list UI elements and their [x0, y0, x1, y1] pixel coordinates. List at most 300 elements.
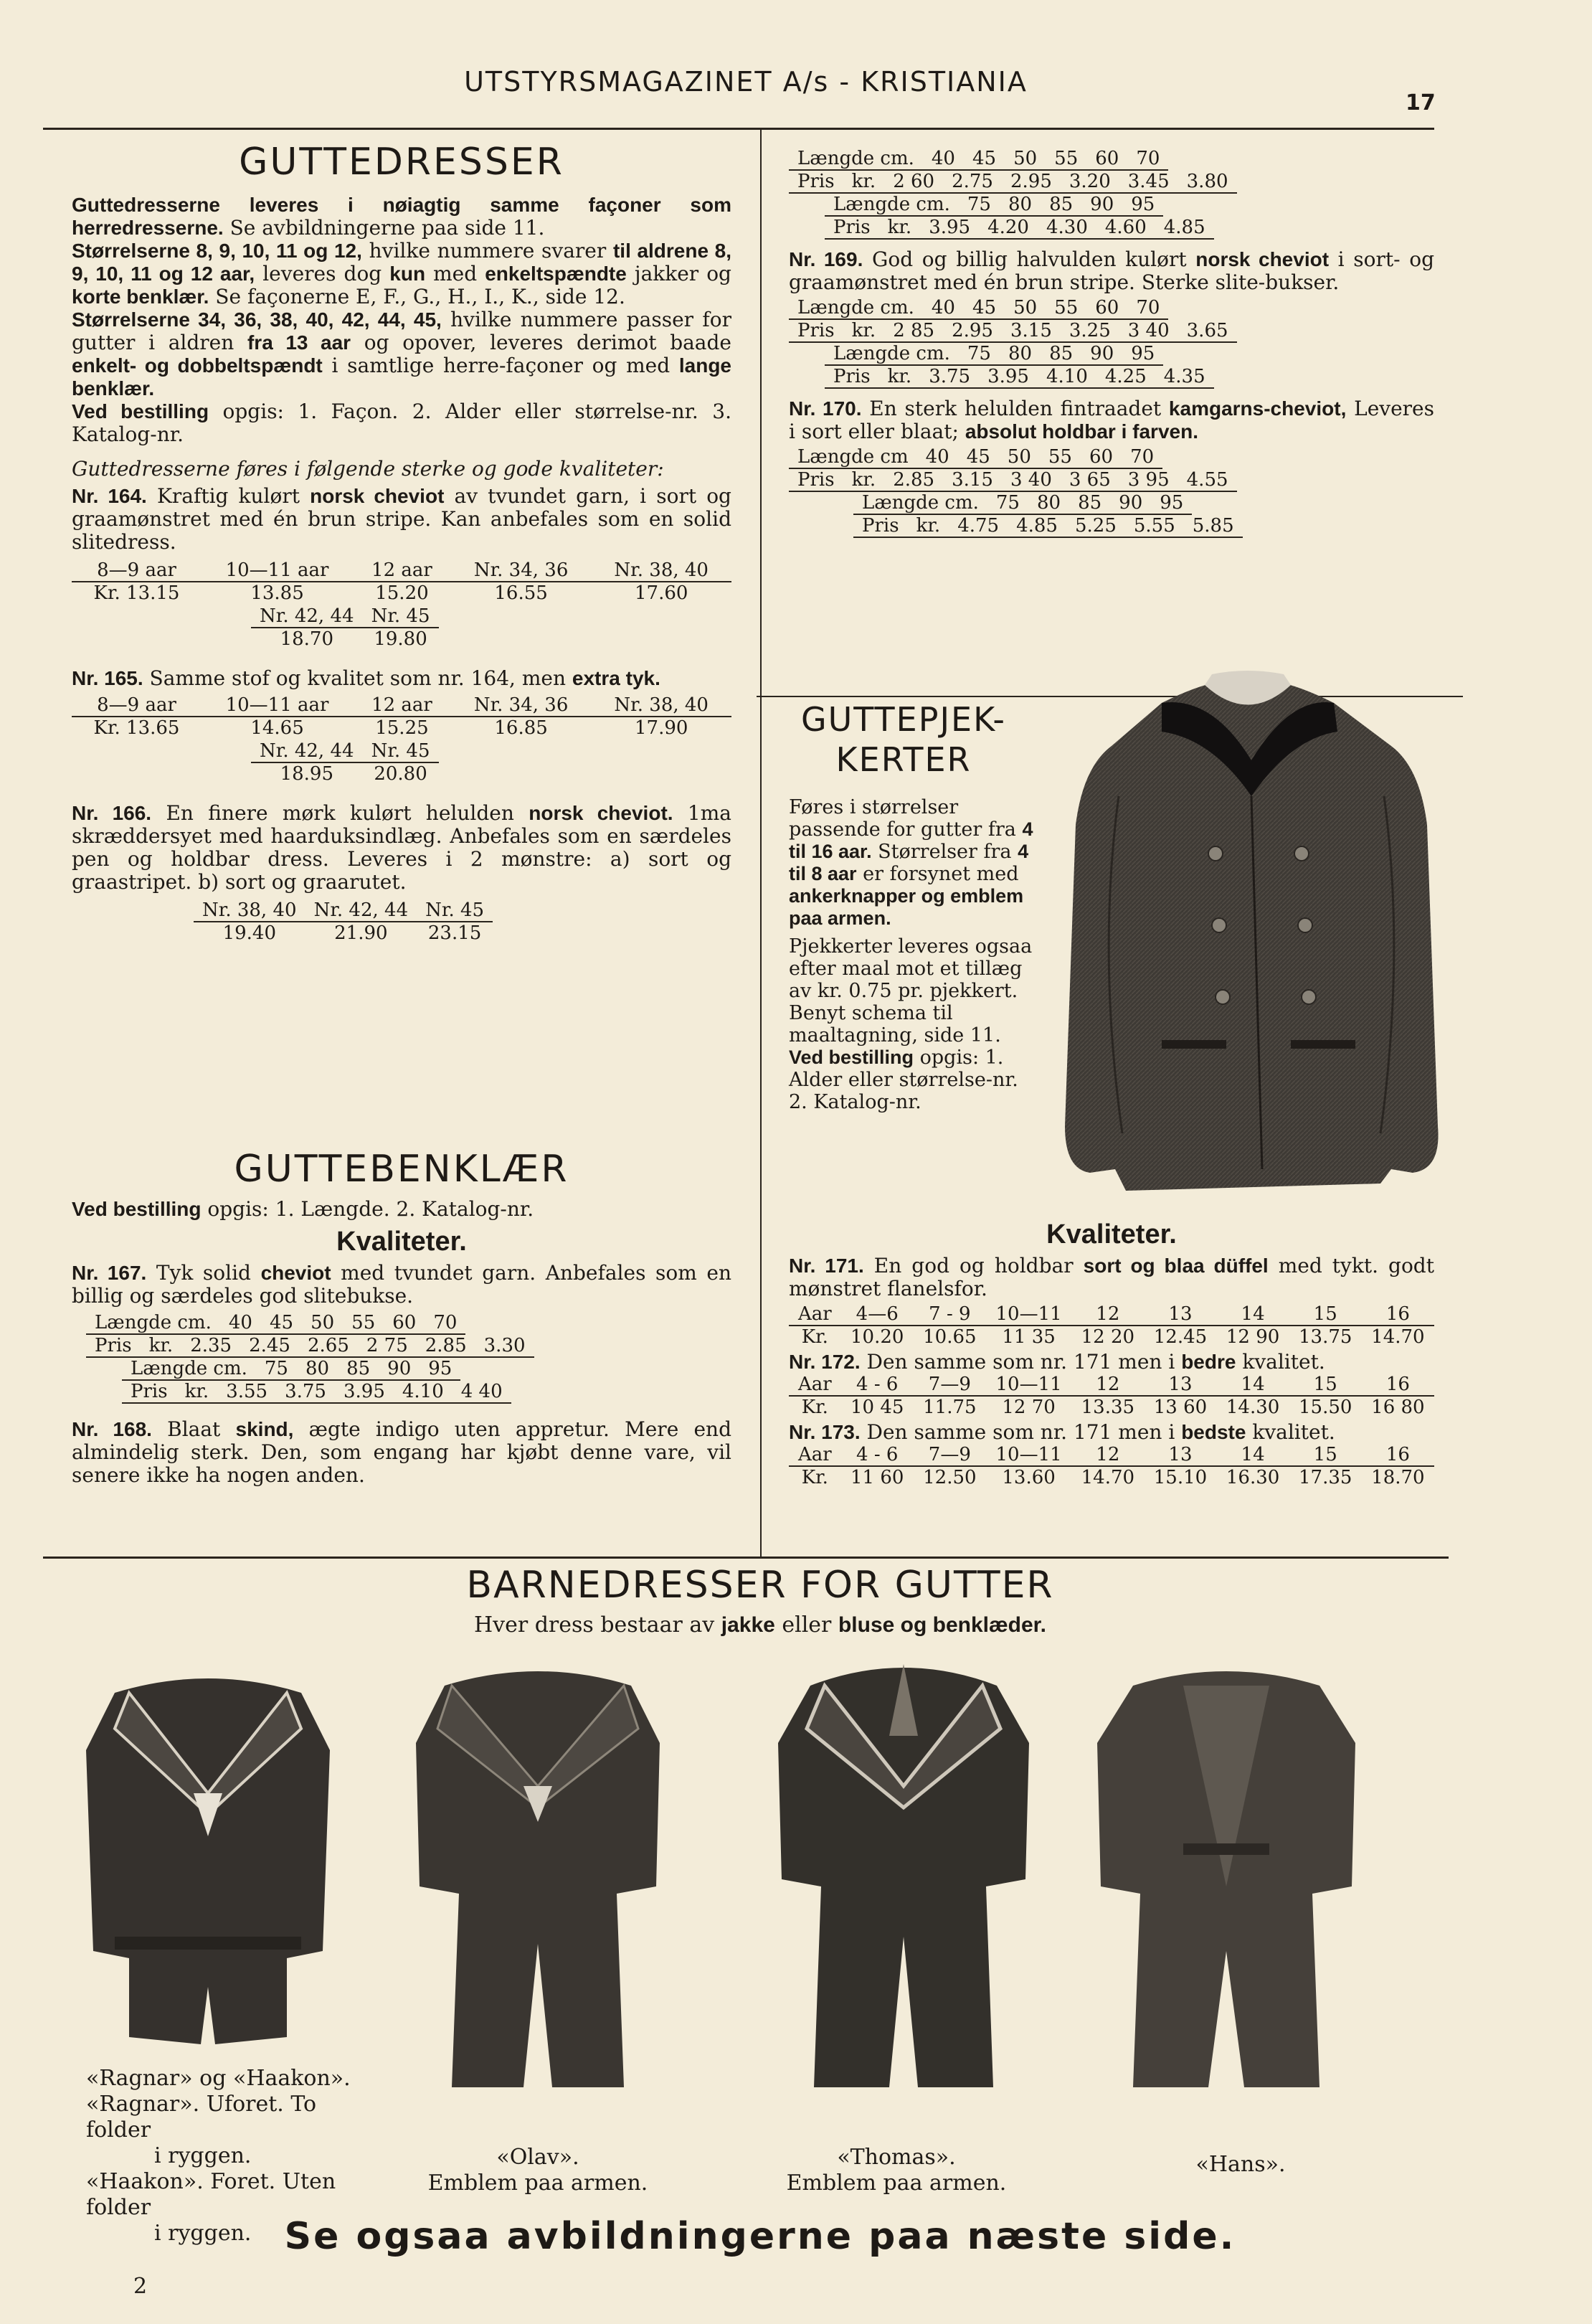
table-cell: 21.90 — [334, 922, 388, 944]
nr172-description — [789, 1351, 1434, 1374]
table-cell: Længde cm. — [122, 1358, 256, 1380]
table-cell: 3.75 — [920, 366, 979, 388]
table-cell: 4.85 — [1008, 515, 1066, 537]
table-cell: 60 — [1086, 297, 1127, 319]
table-cell: Nr. 34, 36 — [451, 559, 592, 582]
nr171-label: Nr. 171. — [789, 1255, 864, 1277]
nr168-t1: Blaat — [151, 1417, 236, 1441]
table-cell: 2.45 — [240, 1335, 299, 1357]
nr165-price-row — [72, 717, 731, 739]
table-cell: 4—6 — [841, 1303, 914, 1326]
sizes-small-t1: hvilke nummere svarer — [361, 239, 613, 263]
table-cell: 13.35 — [1081, 1397, 1135, 1418]
table-cell: Nr. 42, 44 — [305, 899, 417, 922]
nr167-label: Nr. 167. — [72, 1262, 147, 1284]
nr169-table-4 — [825, 366, 1214, 389]
table-cell: kr. — [908, 515, 949, 537]
table-cell: 12.45 — [1153, 1326, 1208, 1348]
table-cell: Længde cm. — [825, 194, 959, 216]
table-cell: 60 — [1086, 148, 1127, 170]
table-cell: 5.25 — [1066, 515, 1125, 537]
table-cell: Nr. 42, 44 — [251, 605, 363, 628]
table-cell: 4.20 — [979, 217, 1038, 239]
trouser-price-section — [789, 148, 1434, 538]
table-cell: 13.60 — [1002, 1467, 1056, 1488]
sizes-small-b3: kun — [389, 263, 426, 285]
table-cell: 23.15 — [427, 922, 482, 944]
caption-1-line-3: i ryggen. — [154, 2143, 252, 2168]
table-cell: 10—11 — [986, 1444, 1071, 1466]
table-cell: 7—9 — [914, 1444, 986, 1466]
pjek-title-line-2: KERTER — [835, 740, 972, 779]
pjek-p1-t3: er forsynet med — [856, 863, 1019, 885]
pjek-p1-b1: 4 til 16 aar. — [789, 818, 1033, 862]
sizes-small-t5: Se façonerne E, F., G., H., I., K., side 12. — [209, 285, 625, 308]
table-cell: 70 — [1122, 446, 1162, 468]
nr172-t1: Den samme som nr. 171 men i — [860, 1350, 1182, 1374]
nr168-table-1 — [789, 148, 1168, 171]
nr171-price-row — [789, 1326, 1434, 1348]
pjek-p2: Pjekkerter leveres ogsaa efter maal mot et tillæg av kr. 0.75 pr. pjekkert. Benyt schema til maaltagning, side 11. — [789, 935, 1033, 1047]
olav-illustration — [402, 1650, 674, 2094]
table-cell: 75 — [959, 194, 1000, 216]
nr172-label: Nr. 172. — [789, 1351, 861, 1373]
table-cell: 16 80 — [1371, 1397, 1425, 1418]
table-cell: 12 — [1071, 1374, 1144, 1396]
table-cell: Aar — [789, 1444, 841, 1466]
footer-note: Se ogsaa avbildningerne paa næste side. — [284, 2215, 1236, 2258]
intro-bold: Guttedresserne leveres i nøiagtig samme façoner som herredresserne. — [72, 194, 731, 239]
table-cell: Pris — [789, 171, 843, 193]
table-cell: 15 — [1289, 1444, 1362, 1466]
benk-order-rest: opgis: 1. Længde. 2. Katalog-nr. — [201, 1197, 534, 1221]
table-cell: 15.10 — [1153, 1467, 1208, 1488]
nr169-table-2 — [789, 320, 1237, 343]
table-cell: 10—11 aar — [202, 559, 353, 582]
table-cell: 15.25 — [375, 717, 429, 739]
pjek-title-line-1: GUTTEPJEK- — [800, 700, 1007, 739]
nr168-price-row — [789, 171, 1237, 193]
table-cell: kr. — [843, 171, 885, 193]
table-cell: 4.85 — [1155, 217, 1214, 239]
olav-suit-drawing — [402, 1650, 674, 2094]
pjekkert-coat-illustration — [1054, 667, 1449, 1212]
table-cell: 10.20 — [851, 1326, 904, 1348]
sizes-large-b3: enkelt- og dobbeltspændt — [72, 354, 323, 377]
nr168-table-2 — [789, 171, 1237, 194]
table-cell: 75 — [256, 1358, 297, 1380]
table-cell: 40 — [917, 446, 958, 468]
table-cell: 4.10 — [394, 1381, 453, 1403]
table-cell: 13.75 — [1298, 1326, 1352, 1348]
barne-title: BARNEDRESSER FOR GUTTER — [466, 1564, 1054, 1607]
table-cell: 14 — [1217, 1444, 1289, 1466]
guttedresser-sizes-large — [72, 308, 731, 400]
sizes-small-b1: Størrelserne 8, 9, 10, 11 og 12, — [72, 240, 362, 262]
nr170-length-row-2 — [853, 492, 1192, 514]
table-cell: 16 — [1362, 1374, 1434, 1396]
pjek-text — [789, 796, 1040, 1113]
table-cell: 4.60 — [1096, 217, 1155, 239]
nr167-table-4 — [122, 1381, 511, 1404]
nr164-label: Nr. 164. — [72, 485, 147, 507]
caption-3-line-2: Emblem paa armen. — [786, 2171, 1007, 2196]
nr167-table-2 — [86, 1335, 534, 1358]
thomas-suit-drawing — [760, 1635, 1047, 2094]
table-cell: 8—9 aar — [72, 694, 202, 717]
table-cell: 60 — [384, 1312, 425, 1334]
sizes-small-b4: enkeltspændte — [485, 263, 627, 285]
caption-olav — [402, 2145, 674, 2196]
nr167-price-row — [86, 1335, 534, 1357]
table-cell: Nr. 45 — [363, 605, 439, 628]
nr170-label: Nr. 170. — [789, 397, 862, 420]
table-cell: 19.80 — [374, 628, 427, 650]
nr167-description — [72, 1262, 731, 1308]
benk-quality-heading: Kvaliteter. — [336, 1227, 467, 1257]
table-cell: Pris — [825, 217, 879, 239]
table-cell: 2.65 — [299, 1335, 358, 1357]
table-cell: 13 — [1144, 1303, 1216, 1326]
nr167-length-row — [86, 1312, 465, 1334]
nr164-t2: av tvundet garn, i sort og graamønstret med én brun stripe. Kan anbefales som en solid slitedress. — [72, 484, 731, 554]
nr164-price-row-2 — [251, 628, 439, 650]
nr173-price-row — [789, 1466, 1434, 1488]
table-cell: Nr. 42, 44 — [251, 740, 363, 762]
table-cell: Kr. — [801, 1467, 828, 1488]
table-cell: 40 — [220, 1312, 261, 1334]
table-cell: 3.20 — [1061, 171, 1119, 193]
table-cell: 3.95 — [979, 366, 1038, 388]
sizes-large-t1: hvilke nummere passer for gutter i aldren — [72, 308, 731, 354]
nr173-label: Nr. 173. — [789, 1421, 861, 1443]
table-cell: 17.60 — [634, 582, 688, 604]
nr164-description — [72, 485, 731, 554]
hans-suit-drawing — [1076, 1650, 1377, 2094]
guttebenklaer-title: GUTTEBENKLÆR — [234, 1148, 569, 1191]
sizes-large-b2: fra 13 aar — [247, 331, 351, 354]
table-cell: 10—11 aar — [202, 694, 353, 717]
nr168-length-row — [789, 148, 1168, 170]
pjek-p3 — [789, 1047, 1040, 1113]
nr173-b1: bedste — [1181, 1421, 1246, 1443]
sizes-small-b5: korte benklær. — [72, 285, 209, 308]
nr169-table-1 — [789, 297, 1168, 320]
table-cell: Nr. 38, 40 — [591, 694, 731, 717]
caption-2-line-2: Emblem paa armen. — [427, 2171, 648, 2196]
nr173-t1: Den samme som nr. 171 men i — [860, 1420, 1182, 1444]
pjek-p1-t2: Størrelser fra — [871, 841, 1018, 863]
nr171-age-row — [789, 1303, 1434, 1326]
table-cell: 4.10 — [1038, 366, 1096, 388]
footer-marker: 2 — [133, 2274, 148, 2299]
table-cell: 8—9 aar — [72, 559, 202, 582]
table-cell: 10.65 — [923, 1326, 977, 1348]
table-cell: 45 — [261, 1312, 302, 1334]
nr170-table-3 — [853, 492, 1192, 515]
nr165-price-row-2 — [251, 762, 439, 785]
table-cell: kr. — [176, 1381, 218, 1403]
table-cell: 17.90 — [634, 717, 688, 739]
table-cell: Længde cm. — [789, 148, 923, 170]
pjek-title — [760, 699, 1047, 780]
table-cell: 80 — [1000, 343, 1041, 365]
nr168-length-row-2 — [825, 194, 1163, 216]
table-cell: 16 — [1362, 1444, 1434, 1466]
table-cell: 13 — [1144, 1444, 1216, 1466]
ragnar-haakon-illustration — [72, 1650, 344, 2051]
table-cell: 45 — [958, 446, 999, 468]
nr168-b1: skind, — [235, 1418, 294, 1440]
table-cell: 12.50 — [923, 1467, 977, 1488]
header-rule — [43, 128, 1434, 130]
sizes-large-b4: lange benklær. — [72, 354, 731, 400]
table-cell: 95 — [420, 1358, 460, 1380]
benk-order-bold: Ved bestilling — [72, 1198, 202, 1220]
intro-rest: Se avbildningerne paa side 11. — [223, 216, 545, 240]
nr169-price-row — [789, 320, 1237, 342]
pjek-p3-t: opgis: 1. Alder eller størrelse-nr. 2. Katalog-nr. — [789, 1047, 1018, 1113]
nr170-price-row — [789, 469, 1237, 491]
table-cell: 50 — [1005, 148, 1046, 170]
barne-sub-b1: jakke — [721, 1613, 775, 1637]
table-cell: 3.25 — [1061, 320, 1119, 342]
table-cell: Kr. — [801, 1326, 828, 1348]
table-cell: 90 — [379, 1358, 420, 1380]
table-cell: 95 — [1151, 492, 1192, 514]
table-cell: 15 — [1289, 1374, 1362, 1396]
table-cell: 11.75 — [923, 1397, 977, 1418]
table-cell: 3.95 — [335, 1381, 394, 1403]
table-cell: 40 — [923, 148, 964, 170]
nr166-b1: norsk cheviot. — [529, 802, 673, 824]
table-cell: 10 45 — [851, 1397, 904, 1418]
table-cell: 10—11 — [986, 1303, 1071, 1326]
nr166-t2: 1ma skræddersyet med haarduksindlæg. Anbefales som en særdeles pen og holdbar dress. Leveres i 2 mønstre: a) sort og graastripet. b) sort og graarutet. — [72, 801, 731, 894]
table-cell: 19.40 — [222, 922, 276, 944]
sizes-small-t4: jakker og — [626, 262, 731, 285]
table-cell: kr. — [843, 469, 885, 491]
guttedresser-section — [72, 141, 731, 944]
table-cell: 12 aar — [353, 559, 451, 582]
table-cell: 12 aar — [353, 694, 451, 717]
nr166-price-table — [194, 899, 493, 944]
sailor-belt — [115, 1937, 301, 1950]
table-cell: 12 — [1071, 1303, 1144, 1326]
nr165-price-table — [72, 694, 731, 739]
table-cell: 5.85 — [1184, 515, 1243, 537]
nr173-age-row — [789, 1444, 1434, 1466]
guttedresser-title: GUTTEDRESSER — [239, 141, 564, 184]
table-cell: 3 95 — [1119, 469, 1178, 491]
caption-1-line-5: i ryggen. — [154, 2221, 252, 2246]
nr171-t1: En god og holdbar — [863, 1254, 1084, 1277]
table-cell: Pris — [853, 515, 908, 537]
nr172-table — [789, 1374, 1434, 1418]
nr170-t2: Leveres i sort eller blaat; — [789, 397, 1434, 443]
table-cell: 15 — [1289, 1303, 1362, 1326]
guttebenklaer-section — [72, 1148, 731, 1487]
barne-sub-b2: bluse og benklæder. — [838, 1613, 1047, 1637]
nr168-t2: ægte indigo uten appretur. Mere end almindelig sterk. Den, som engang har kjøbt denne vare, vil senere ikke ha nogen anden. — [72, 1417, 731, 1487]
table-cell: kr. — [843, 320, 885, 342]
pjek-p3-b: Ved bestilling — [789, 1047, 914, 1068]
nr171-t2: med tykt. godt mønstret flanelsfor. — [789, 1254, 1434, 1300]
table-cell: Længde cm. — [789, 297, 923, 319]
table-cell: 12 70 — [1002, 1397, 1056, 1418]
caption-2-line-1: «Olav». — [496, 2145, 579, 2170]
nr168-table-3 — [825, 194, 1163, 217]
nr164-size-row — [251, 605, 439, 628]
table-cell: Nr. 34, 36 — [451, 694, 592, 717]
table-cell: 2.35 — [181, 1335, 240, 1357]
table-cell: 14.30 — [1226, 1397, 1280, 1418]
nr170-table-2 — [789, 469, 1237, 492]
table-cell: 12 — [1071, 1444, 1144, 1466]
nr164-price-table — [72, 559, 731, 604]
nr169-table-3 — [825, 343, 1163, 366]
table-cell: Nr. 45 — [363, 740, 439, 762]
sizes-small-b2: til aldrene 8, 9, 10, 11 og 12 aar, — [72, 240, 731, 285]
table-cell: 85 — [1041, 343, 1081, 365]
hans-belt — [1183, 1843, 1269, 1855]
table-cell: 3.55 — [217, 1381, 276, 1403]
table-cell: kr. — [879, 366, 921, 388]
table-cell: 4.25 — [1096, 366, 1155, 388]
nr167-table-3 — [122, 1358, 460, 1381]
nr164-price-table-2 — [251, 605, 439, 650]
caption-1-line-1: «Ragnar» og «Haakon». — [86, 2066, 351, 2091]
table-cell: 13 — [1144, 1374, 1216, 1396]
nr164-price-row — [72, 582, 731, 604]
table-cell: 2.75 — [943, 171, 1002, 193]
caption-hans — [1133, 2152, 1348, 2178]
table-cell: 90 — [1081, 194, 1122, 216]
table-cell: 7—9 — [914, 1374, 986, 1396]
table-cell: 4 - 6 — [841, 1444, 914, 1466]
table-cell: 12 20 — [1081, 1326, 1135, 1348]
table-cell: Længde cm. — [825, 343, 959, 365]
table-cell: 3 65 — [1061, 469, 1119, 491]
nr172-price-row — [789, 1396, 1434, 1418]
nr168-description — [72, 1418, 731, 1487]
table-cell: 16.30 — [1226, 1467, 1280, 1488]
table-cell: 20.80 — [374, 763, 427, 785]
table-cell: 95 — [1122, 343, 1163, 365]
table-cell: 2.85 — [417, 1335, 475, 1357]
table-cell: 55 — [343, 1312, 384, 1334]
nr172-t2: kvalitet. — [1236, 1350, 1325, 1374]
nr165-price-table-2 — [251, 740, 439, 785]
table-cell: 14 — [1217, 1303, 1289, 1326]
table-cell: Pris — [789, 320, 843, 342]
table-cell: Nr. 38, 40 — [194, 899, 305, 922]
nr167-t1: Tyk solid — [146, 1261, 261, 1285]
table-cell: 3.75 — [276, 1381, 335, 1403]
nr170-b1: kamgarns-cheviot, — [1168, 397, 1347, 420]
table-cell: 2 85 — [884, 320, 943, 342]
table-cell: 75 — [959, 343, 1000, 365]
table-cell: 3.45 — [1119, 171, 1178, 193]
table-cell: 18.70 — [280, 628, 333, 650]
table-cell: 16 — [1362, 1303, 1434, 1326]
table-cell: 85 — [1041, 194, 1081, 216]
nr173-table — [789, 1444, 1434, 1488]
nr165-t1: Samme stof og kvalitet som nr. 164, men — [143, 666, 572, 690]
table-cell: 45 — [964, 148, 1005, 170]
pjek-quality-heading: Kvaliteter. — [1046, 1219, 1177, 1250]
table-cell: 3 40 — [1119, 320, 1178, 342]
nr169-length-row — [789, 297, 1168, 319]
nr170-length-row — [789, 446, 1162, 468]
table-cell: 50 — [999, 446, 1040, 468]
table-cell: 85 — [338, 1358, 379, 1380]
table-cell: 45 — [964, 297, 1005, 319]
table-cell: 80 — [1028, 492, 1069, 514]
table-cell: 2 75 — [358, 1335, 417, 1357]
table-cell: 2.95 — [943, 320, 1002, 342]
table-cell: 4 - 6 — [841, 1374, 914, 1396]
nr167-b1: cheviot — [260, 1262, 331, 1284]
table-cell: 55 — [1046, 148, 1086, 170]
nr166-t1: En finere mørk kulørt helulden — [151, 801, 529, 825]
pjek-p1-b3: ankerknapper og emblem paa armen. — [789, 885, 1024, 929]
nr169-length-row-2 — [825, 343, 1163, 365]
nr169-price-row-2 — [825, 366, 1214, 388]
order-note-bold: Ved bestilling — [72, 400, 209, 422]
table-cell: 18.70 — [1371, 1467, 1425, 1488]
table-cell: kr. — [879, 217, 921, 239]
table-cell: Kr. — [801, 1397, 828, 1418]
table-cell: 16.85 — [494, 717, 548, 739]
table-cell: 4.75 — [949, 515, 1008, 537]
nr170-table-1 — [789, 446, 1162, 469]
table-cell: 4 40 — [453, 1381, 511, 1403]
table-cell: 95 — [1122, 194, 1163, 216]
nr169-description — [789, 248, 1434, 294]
table-cell: 50 — [1005, 297, 1046, 319]
table-cell: Længde cm. — [86, 1312, 220, 1334]
table-cell: Længde cm. — [853, 492, 987, 514]
table-cell: 7 - 9 — [914, 1303, 986, 1326]
table-cell: 10—11 — [986, 1374, 1071, 1396]
nr171-description — [789, 1255, 1434, 1300]
table-cell: 40 — [923, 297, 964, 319]
table-cell: 2.95 — [1002, 171, 1061, 193]
table-cell: 4.55 — [1178, 469, 1237, 491]
table-cell: Pris — [86, 1335, 141, 1357]
table-cell: 55 — [1040, 446, 1081, 468]
table-cell: 90 — [1110, 492, 1151, 514]
thomas-illustration — [760, 1635, 1047, 2094]
nr164-t1: Kraftig kulørt — [146, 484, 311, 508]
nr164-age-row — [72, 559, 731, 582]
table-cell: 3.65 — [1178, 320, 1237, 342]
table-cell: 70 — [1127, 148, 1168, 170]
table-cell: Længde cm — [789, 446, 917, 468]
benk-order-note — [72, 1198, 731, 1221]
guttedresser-order-note — [72, 400, 731, 446]
nr167-table-1 — [86, 1312, 465, 1335]
sailor-dress-drawing — [72, 1650, 344, 2051]
table-cell: Kr. 13.15 — [93, 582, 180, 604]
pjek-quality-section — [789, 1219, 1434, 1488]
table-cell: 15.50 — [1298, 1397, 1352, 1418]
table-cell: Nr. 45 — [417, 899, 493, 922]
sizes-small-t2: leveres dog — [255, 262, 390, 285]
caption-3-line-1: «Thomas». — [837, 2145, 956, 2170]
table-cell: 4.30 — [1038, 217, 1096, 239]
